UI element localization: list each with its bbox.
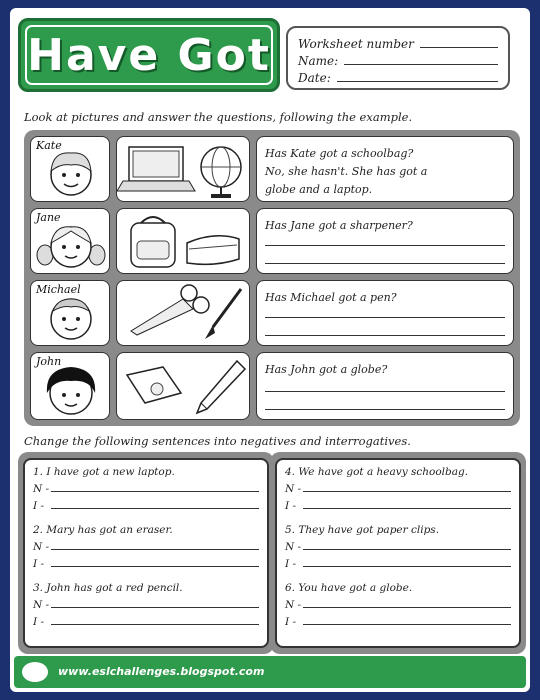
avatar-kate	[30, 136, 110, 202]
sharpener-icon	[127, 367, 181, 403]
footer-website-link[interactable]: www.eslchallenges.blogspot.com	[58, 665, 265, 678]
pencil-case-icon	[187, 236, 239, 265]
schoolbag-icon	[131, 217, 175, 267]
interrogative-answer-line[interactable]	[51, 566, 259, 567]
student-info-box	[286, 26, 510, 90]
negative-answer-line[interactable]	[51, 607, 259, 608]
question-text: Has John got a globe?	[265, 363, 388, 376]
answer-line[interactable]	[265, 317, 505, 318]
paintbrush-icon	[205, 289, 241, 339]
name-row	[298, 51, 498, 68]
picture-schoolbag-case	[116, 208, 250, 274]
sentence-text: 1. I have got a new laptop.	[33, 466, 175, 478]
interrogative-label: I -	[33, 558, 45, 570]
avatar-jane	[30, 208, 110, 274]
sentence-item-4	[285, 466, 511, 512]
name-label-john: John	[36, 355, 62, 368]
sentence-text: 4. We have got a heavy schoolbag.	[285, 466, 469, 478]
interrogative-label: I -	[33, 500, 45, 512]
picture-sharpener-pencil	[116, 352, 250, 420]
negative-answer-line[interactable]	[51, 549, 259, 550]
answer-line[interactable]	[265, 335, 505, 336]
pencil-icon	[197, 361, 245, 413]
interrogative-label: I -	[285, 500, 297, 512]
date-row	[298, 68, 498, 85]
date-field[interactable]	[337, 81, 498, 82]
sentences-box-right	[275, 458, 521, 648]
negative-answer-line[interactable]	[303, 549, 511, 550]
section2-instruction: Change the following sentences into negatives and interrogatives.	[24, 434, 411, 448]
avatar-john	[30, 352, 110, 420]
sentence-item-5	[285, 524, 511, 570]
question-card-kate	[256, 136, 514, 202]
answer-line[interactable]	[265, 391, 505, 392]
page-title: Have Got	[27, 29, 271, 81]
name-label-michael: Michael	[36, 283, 81, 296]
section1-instruction: Look at pictures and answer the questions, following the example.	[24, 110, 413, 124]
negative-answer-line[interactable]	[303, 607, 511, 608]
sentences-panel-right	[270, 452, 526, 654]
negative-answer-line[interactable]	[51, 491, 259, 492]
negative-label: N -	[33, 599, 50, 611]
interrogative-answer-line[interactable]	[51, 508, 259, 509]
sentence-item-3	[33, 582, 259, 628]
worksheet-number-row	[298, 34, 498, 51]
question-text: Has Kate got a schoolbag?	[265, 147, 414, 160]
sentence-item-1	[33, 466, 259, 512]
interrogative-label: I -	[285, 558, 297, 570]
sentences-box-left	[23, 458, 269, 648]
interrogative-answer-line[interactable]	[51, 624, 259, 625]
picture-laptop-globe	[116, 136, 250, 202]
interrogative-label: I -	[33, 616, 45, 628]
scissors-icon	[131, 285, 209, 335]
answer-line[interactable]	[265, 245, 505, 246]
sentence-item-2	[33, 524, 259, 570]
sentence-text: 5. They have got paper clips.	[285, 524, 440, 536]
sentences-panel-left	[18, 452, 274, 654]
example-answer-line2: globe and a laptop.	[265, 183, 373, 196]
sentence-text: 2. Mary has got an eraser.	[33, 524, 173, 536]
name-label-kate: Kate	[36, 139, 62, 152]
picture-questions-panel	[24, 130, 520, 426]
footer-bar	[14, 656, 526, 688]
question-text: Has Jane got a sharpener?	[265, 219, 413, 232]
site-logo-icon	[22, 662, 48, 682]
date-label: Date:	[298, 71, 331, 85]
question-card-jane	[256, 208, 514, 274]
sentence-text: 3. John has got a red pencil.	[33, 582, 183, 594]
negative-label: N -	[285, 483, 302, 495]
interrogative-label: I -	[285, 616, 297, 628]
sentence-item-6	[285, 582, 511, 628]
name-label-jane: Jane	[36, 211, 61, 224]
worksheet-number-field[interactable]	[420, 47, 498, 48]
negative-label: N -	[285, 541, 302, 553]
answer-line[interactable]	[265, 409, 505, 410]
picture-scissors-brush	[116, 280, 250, 346]
name-label: Name:	[298, 54, 339, 68]
title-banner	[18, 18, 280, 92]
interrogative-answer-line[interactable]	[303, 566, 511, 567]
worksheet-number-label: Worksheet number	[298, 37, 414, 51]
name-field[interactable]	[344, 64, 498, 65]
question-card-michael	[256, 280, 514, 346]
negative-label: N -	[33, 541, 50, 553]
negative-answer-line[interactable]	[303, 491, 511, 492]
globe-icon	[201, 147, 241, 198]
laptop-icon	[117, 147, 195, 191]
interrogative-answer-line[interactable]	[303, 624, 511, 625]
question-card-john	[256, 352, 514, 420]
question-text: Has Michael got a pen?	[265, 291, 397, 304]
negative-label: N -	[285, 599, 302, 611]
avatar-michael	[30, 280, 110, 346]
negative-label: N -	[33, 483, 50, 495]
example-answer-line1: No, she hasn't. She has got a	[265, 165, 428, 178]
answer-line[interactable]	[265, 263, 505, 264]
interrogative-answer-line[interactable]	[303, 508, 511, 509]
sentence-text: 6. You have got a globe.	[285, 582, 413, 594]
